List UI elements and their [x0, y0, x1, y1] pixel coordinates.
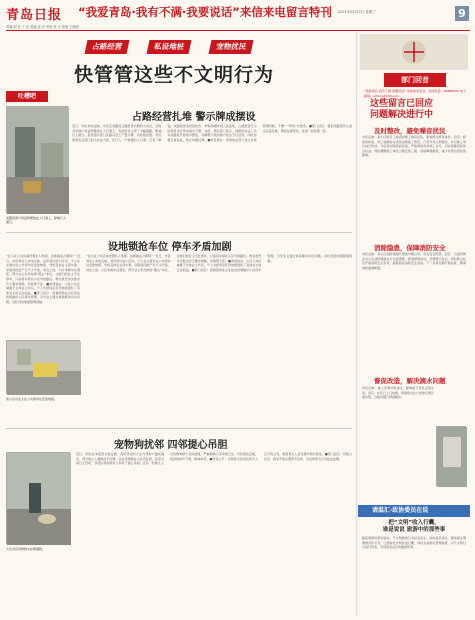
article-3-photo: [6, 452, 70, 544]
section-rule: [6, 232, 352, 233]
article-3-body: 近日，网友在本报留言板反映，其所居住的小区内养狗户越来越多，部分狗主人遛狗时不拴绳，任由宠物狗在小区内乱跑，甚至对着行人狂吠，令居民特别是老人和孩子提心吊胆。还有一些狗主人对宠物粪便不及时清理，严重影响小区环境卫生。另有居民反映，夜间狗吠声不断，影响休息。■居民心声：文明养犬是每位养犬人应尽的义务，希望养犬人自觉遵守相关规定。■部门回应：将联合社区、物业开展文明养犬宣传，对违规养犬行为依法处理。: [76, 452, 352, 466]
sidebar-section-2-title: 消除隐患，保障消防安全: [374, 244, 446, 252]
hotline-info: “我爱青岛·我有不满·我要说话” 来信来电留言，热线电话：82888000 电子邮箱：qdrbrx@163.com: [364, 89, 466, 98]
topic-tag-2: 私设地桩: [147, 40, 192, 54]
article-2-body-col1: “在小区公共区域设置私人地锁，这种做法合理吗？”近日，市民刘女士来电反映，其所居住的小区内，不少业主擅自在公共停车位安装地锁，导致其他业主停车难，邻里间因此产生不少矛盾。刘女士说，小区本就车位紧张，部分业主私设地锁“圈占”车位，让晚归的业主无处停车，只能将车停在小区外的路边。物业虽然多次贴出告示要求拆除，但效果不佳。■律师说法：小区公共区域属于全体业主共有，个人未经同意私设地锁侵犯了其他业主的合法权益。■部门回应：将督促物业企业依法依规做好小区停车管理，引导业主通过协商解决车位问题，对私设的地锁限期拆除。: [6, 254, 80, 304]
main-headline: 快管管这些不文明行为: [74, 64, 275, 86]
issue-date: 2021年6月23日 星期三: [338, 10, 376, 14]
sidebar-section-1-title: 及时整改，避免噪音扰民: [374, 127, 446, 135]
cppcc-body: 随着旅游旺季的到来，不文明旅游行为时有发生。政协委员建议，要加强文明旅游宣传引导，让游客把文明装进行囊，同时完善相关管理制度，对不文明行为进行约束，共同营造良好的旅游环境。: [362, 536, 466, 550]
masthead-rule: [6, 30, 470, 31]
sidebar-section-3-title: 督促改造，解决滴水问题: [374, 377, 446, 385]
topic-tag-3: 宠物扰民: [209, 40, 254, 54]
column-divider: [356, 32, 357, 616]
article-1-title: 占路经营扎堆 警示牌成摆设: [132, 112, 256, 123]
sidebar-section-2-body: 市民反映：某小区消防通道长期被车辆占用，存在安全隐患。回应：已组织物业对小区消防通道进行全面清理，施划禁停标线，设置警示标识。同时联合社区开展消防安全宣传，提高居民消防安全意识。下一步将定期开展检查，确保消防通道畅通。: [362, 252, 466, 270]
article-2-photo: [6, 340, 80, 394]
article-1-caption: 某路段商户将货物摆放在人行道上，影响行人通行。: [6, 216, 67, 225]
article-3-title: 宠物狗扰邻 四邻提心吊胆: [114, 440, 228, 451]
department-reply-tag: 部门回音: [384, 73, 446, 87]
cppcc-subtitle: 把“文明”收入行囊， 谁是说说 旅游中的那些事: [382, 520, 446, 533]
article-1-photo: [6, 106, 68, 213]
article-3-caption: 小区内有宠物狗未拴绳遛狗。: [6, 547, 46, 551]
cppcc-column-bar: 请温汇·政协委员在说: [358, 505, 470, 517]
section-kicker: 吐槽吧: [6, 91, 48, 102]
newspaper-logo: 青岛日报: [6, 8, 63, 23]
topic-tag-1: 占路经营: [85, 40, 130, 54]
editor-credits: 责编 刘 亚 丁 佳 美编 孟 亮 审读 张 宇 排版 王晓丽: [6, 25, 79, 29]
article-2-title: 设地锁抢车位 停车矛盾加剧: [108, 242, 232, 253]
special-issue-banner: “我爱青岛·我有不满·我要说话”来信来电留言特刊: [78, 5, 332, 19]
article-2-body: “在小区公共区域设置私人地锁，这种做法合理吗？”近日，市民刘女士来电反映，其所居住的小区内，不少业主擅自在公共停车位安装地锁，导致其他业主停车难，邻里间因此产生不少矛盾。刘女士说，小区本就车位紧张，部分业主私设地锁“圈占”车位，让晚归的业主无处停车，只能将车停在小区外的路边。物业虽然多次贴出告示要求拆除，但效果不佳。■律师说法：小区公共区域属于全体业主共有，个人未经同意私设地锁侵犯了其他业主的合法权益。■部门回应：将督促物业企业依法依规做好小区停车管理，引导业主通过协商解决车位问题，对私设的地锁限期拆除。: [86, 254, 352, 272]
sidebar-section-3-body: 市民反映：楼上空调外机滴水，影响楼下居民正常生活。回应：社区已上门协调，督促相关住户加装空调冷凝水管，目前问题已得到解决。: [362, 386, 434, 400]
sidebar-photo: [436, 426, 466, 486]
section-rule: [6, 428, 352, 429]
page-number-badge: 9: [455, 6, 469, 21]
sidebar-headline: 这些留言已回应 问题解决进行中: [370, 99, 434, 120]
sidebar-header-graphic: [360, 34, 468, 70]
article-1-body: 近日，市民来电反映，市北区某路段占路经营问题较为突出，沿街多家商户将货物摆放在人行道上，有的甚至占用了半幅道路，影响行人通行。虽然相关部门在路口设立了警示牌，但收效甚微。市民希望有关部门加大执法力度，还行人一个畅通的人行道。记者了解到，该路段周边居民较多，早晚高峰时段人流密集，占道经营行为给居民出行带来诸多不便。对此，相关部门表示，将组织执法人员对该路段开展集中整治，对屡教不改的商户依法予以处罚，同时加强日常巡查，防止问题反弹。■市民建议：希望执法部门建立长效管理机制，不要“一阵风”式整治。■部门回应：将把该路段列入重点巡查区域，增加巡查频次，发现一起处理一起。: [72, 124, 352, 142]
sidebar-section-1-body: 市民反映：某小区附近工地夜间施工噪音扰民，影响周边居民休息。回应：经现场核查，该工地确存在夜间违规施工情况，已责令其立即整改，并对施工单位进行约谈。今后将加强夜间巡查，严格审批夜间施工许可，切实保障居民休息权益。同时提醒施工单位合理安排工期，采取降噪措施，减少对周边居民的影响。: [362, 135, 466, 158]
article-2-caption: 某小区内业主在公共停车位安装地锁。: [6, 397, 58, 401]
